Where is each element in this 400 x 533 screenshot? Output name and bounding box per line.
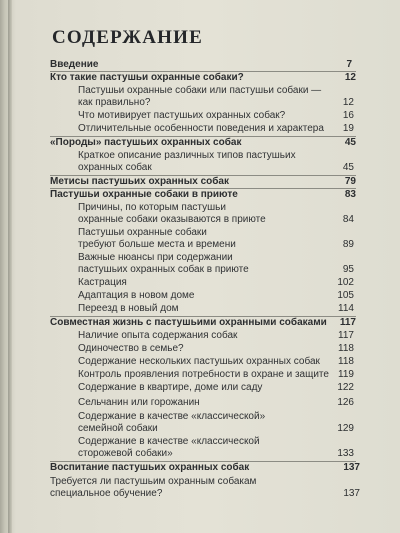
toc-entry-page: 16 (342, 110, 354, 121)
toc-entry-label: Что мотивирует пастушьих охранных собак? (78, 110, 286, 121)
toc-entry-label: Пастушьи охранные собаки (78, 227, 207, 238)
toc-entry-label: охранные собаки оказываются в приюте (78, 214, 266, 225)
toc-entry-label: Содержание нескольких пастушьих охранных собак (78, 356, 320, 367)
toc-entry-label: специальное обучение? (50, 488, 163, 499)
toc-entry-label: как правильно? (78, 97, 151, 108)
toc-entry-label: Краткое описание различных типов пастушьих (78, 150, 296, 161)
toc-entry-label: Пастушьи охранные собаки или пастушьи собаки — (78, 85, 322, 96)
toc-entry-label: охранных собак (78, 162, 152, 173)
toc-entry-page: 102 (337, 277, 354, 288)
toc-entry-label: Сельчанин или горожанин (78, 397, 200, 408)
toc-entry-label: Одиночество в семье? (78, 343, 184, 354)
toc-entry-page: 95 (342, 264, 354, 275)
toc-entry-page: 45 (342, 162, 354, 173)
toc-entry-label: Причины, по которым пастушьи (78, 202, 226, 213)
toc-entry-page: 12 (344, 72, 356, 83)
toc-entry-page: 83 (344, 189, 356, 200)
toc-entry-label: Введение (50, 59, 99, 70)
toc-entry-page: 129 (337, 423, 354, 434)
toc-entry-label: «Породы» пастушьих охранных собак (50, 137, 242, 148)
toc-entry-label: требуют больше места и времени (78, 239, 236, 250)
toc-entry-label: Важные нюансы при содержании (78, 252, 233, 263)
toc-entry-page: 118 (338, 356, 354, 367)
toc-entry-label: Кастрация (78, 277, 127, 288)
toc-entry-page: 19 (342, 123, 354, 134)
toc-entry-label: Требуется ли пастушьим охранным собакам (50, 476, 257, 487)
toc-entry-label: Содержание в качестве «классической» (78, 411, 266, 422)
page-title: СОДЕРЖАНИЕ (52, 27, 203, 48)
toc-entry-label: сторожевой собаки» (78, 448, 173, 459)
toc-entry-label: Отличительные особенности поведения и характера (78, 123, 324, 134)
toc-entry-page: 122 (337, 382, 354, 393)
toc-entry-label: Содержание в качестве «классической (78, 436, 260, 447)
toc-entry-page: 117 (338, 330, 354, 341)
toc-entry-label: Контроль проявления потребности в охране и защите (78, 369, 329, 380)
toc-entry-page: 105 (337, 290, 354, 301)
toc-entry-page: 118 (338, 343, 354, 354)
toc-entry-page: 89 (342, 239, 354, 250)
toc-entry-page: 114 (338, 303, 354, 314)
toc-entry-label: Пастушьи охранные собаки в приюте (50, 189, 238, 200)
toc-entry-page: 117 (339, 317, 356, 328)
toc-entry-label: Совместная жизнь с пастушьими охранными собаками (50, 317, 327, 328)
toc-entry-page: 133 (337, 448, 354, 459)
toc-entry-label: Наличие опыта содержания собак (78, 330, 238, 341)
toc-entry-label: пастушьих охранных собак в приюте (78, 264, 249, 275)
toc-entry-page: 137 (343, 462, 360, 473)
toc-entry-page: 45 (344, 137, 356, 148)
toc-entry-page: 119 (338, 369, 354, 380)
toc-entry-page: 126 (337, 397, 354, 408)
toc-entry-page: 137 (343, 488, 360, 499)
toc-entry-page: 12 (342, 97, 354, 108)
toc-entry-label: Кто такие пастушьи охранные собаки? (50, 72, 244, 83)
toc-entry-page: 84 (342, 214, 354, 225)
toc-entry-label: семейной собаки (78, 423, 158, 434)
toc-entry-page: 79 (344, 176, 356, 187)
toc-entry-label: Переезд в новый дом (78, 303, 179, 314)
toc-entry-label: Метисы пастушьих охранных собак (50, 176, 229, 187)
toc-entry-label: Содержание в квартире, доме или саду (78, 382, 263, 393)
toc-entry-label: Воспитание пастушьих охранных собак (50, 462, 250, 473)
toc-entry-label: Адаптация в новом доме (78, 290, 195, 301)
toc-entry-page: 7 (346, 59, 352, 70)
